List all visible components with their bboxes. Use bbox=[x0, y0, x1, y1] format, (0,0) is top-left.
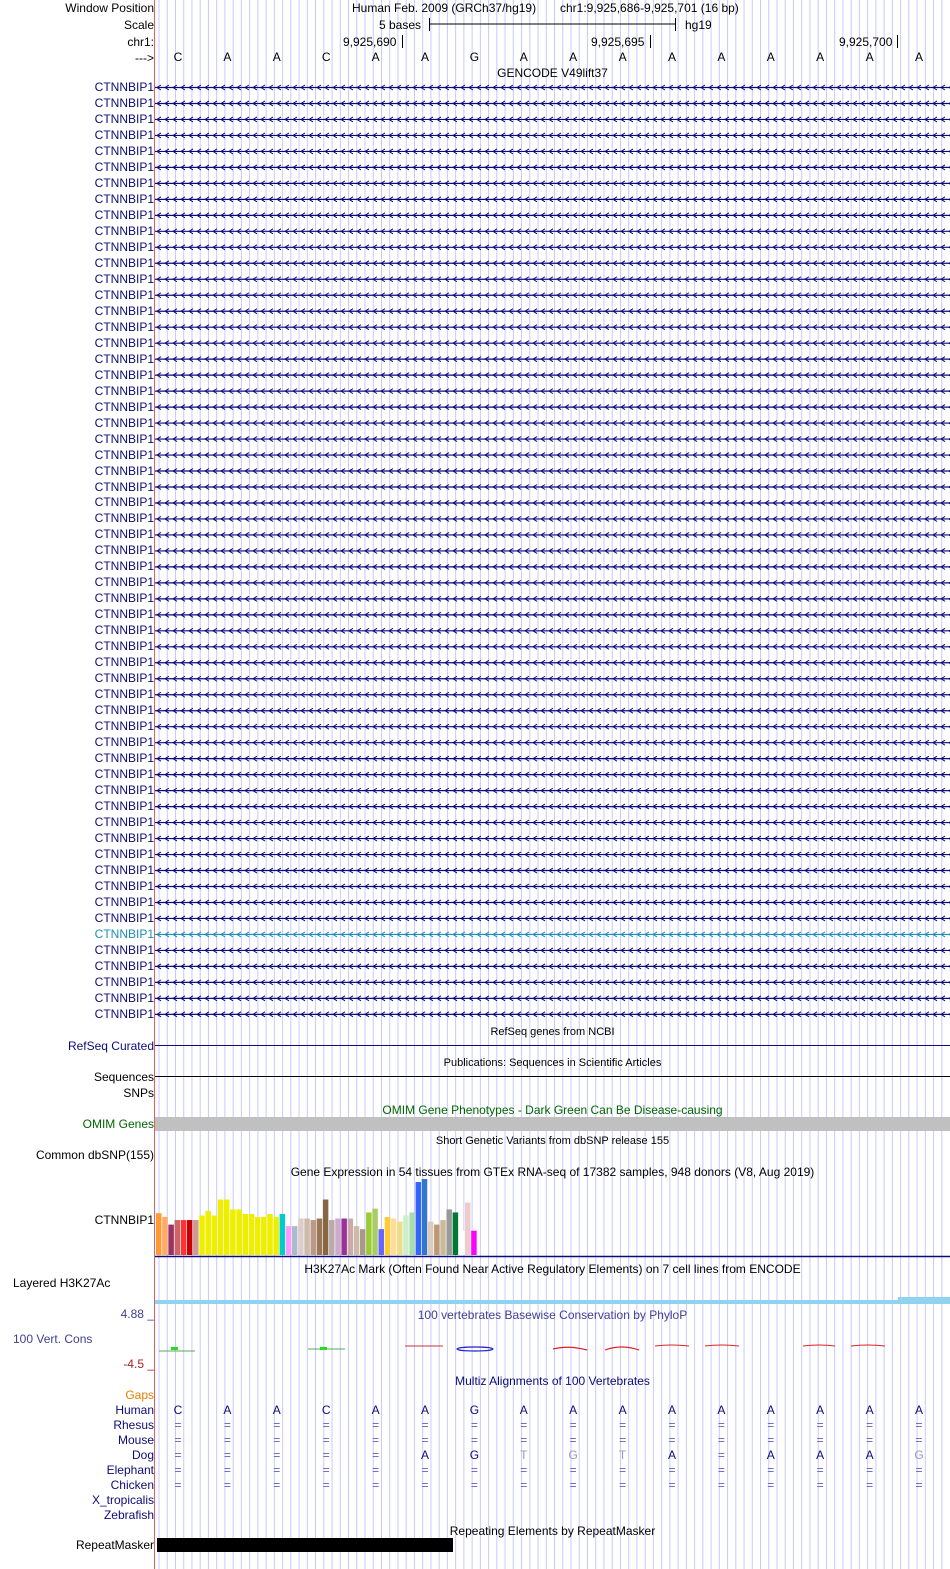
gencode-transcript-label[interactable]: CTNNBIP1 bbox=[94, 926, 154, 941]
gencode-transcript-label[interactable]: CTNNBIP1 bbox=[94, 703, 154, 718]
tick-label: 9,925,695 bbox=[591, 35, 645, 49]
base-letter: A bbox=[667, 50, 676, 64]
gencode-transcript-label[interactable]: CTNNBIP1 bbox=[94, 111, 154, 126]
multiz-species-label[interactable]: Zebrafish bbox=[103, 1508, 154, 1522]
gencode-transcript-label[interactable]: CTNNBIP1 bbox=[94, 479, 154, 494]
gencode-transcript-label[interactable]: CTNNBIP1 bbox=[94, 223, 154, 238]
track-data-area bbox=[155, 0, 950, 1569]
gencode-transcript-label[interactable]: CTNNBIP1 bbox=[94, 543, 154, 558]
repeatmasker-label[interactable]: RepeatMasker bbox=[75, 1538, 154, 1552]
base-letter: A bbox=[371, 50, 380, 64]
track-label-column bbox=[0, 0, 154, 1569]
gencode-transcript-label[interactable]: CTNNBIP1 bbox=[94, 335, 154, 350]
gencode-transcript-label[interactable]: CTNNBIP1 bbox=[94, 463, 154, 478]
multiz-species-label[interactable]: Mouse bbox=[117, 1433, 154, 1447]
base-letter: A bbox=[420, 50, 429, 64]
gencode-transcript-label[interactable]: CTNNBIP1 bbox=[94, 655, 154, 670]
gaps-label: Gaps bbox=[125, 1388, 154, 1402]
gencode-transcript-label[interactable]: CTNNBIP1 bbox=[94, 623, 154, 638]
position-readout: chr1:9,925,686-9,925,701 (16 bp) bbox=[560, 1, 739, 15]
gencode-transcript-label[interactable]: CTNNBIP1 bbox=[94, 127, 154, 142]
gencode-transcript-label[interactable]: CTNNBIP1 bbox=[94, 1006, 154, 1021]
gencode-transcript-label[interactable]: CTNNBIP1 bbox=[94, 751, 154, 766]
gencode-transcript-label[interactable]: CTNNBIP1 bbox=[94, 974, 154, 989]
base-letter: A bbox=[865, 50, 874, 64]
h3k27ac-label[interactable]: Layered H3K27Ac bbox=[13, 1276, 111, 1290]
gencode-transcript-label[interactable]: CTNNBIP1 bbox=[94, 175, 154, 190]
gencode-transcript-label[interactable]: CTNNBIP1 bbox=[94, 719, 154, 734]
gencode-transcript-label[interactable]: CTNNBIP1 bbox=[94, 591, 154, 606]
gencode-transcript-label[interactable]: CTNNBIP1 bbox=[94, 559, 154, 574]
base-letter: A bbox=[816, 50, 825, 64]
gencode-transcript-label[interactable]: CTNNBIP1 bbox=[94, 735, 154, 750]
gencode-transcript-label[interactable]: CTNNBIP1 bbox=[94, 910, 154, 925]
scale-label: Scale bbox=[123, 18, 154, 32]
tick-label: 9,925,700 bbox=[839, 35, 893, 49]
gtex-gene-label[interactable]: CTNNBIP1 bbox=[94, 1213, 154, 1227]
strand-arrow-label[interactable]: ---> bbox=[135, 51, 154, 65]
base-letter: A bbox=[766, 50, 775, 64]
gencode-transcript-label[interactable]: CTNNBIP1 bbox=[94, 767, 154, 782]
gencode-transcript-label[interactable]: CTNNBIP1 bbox=[94, 879, 154, 893]
base-letter: A bbox=[223, 50, 232, 64]
multiz-species-label[interactable]: Rhesus bbox=[113, 1418, 154, 1432]
window-position-label: Window Position bbox=[65, 1, 154, 15]
gencode-transcript-label[interactable]: CTNNBIP1 bbox=[94, 159, 154, 174]
base-letter: G bbox=[469, 50, 480, 64]
gencode-transcript-label[interactable]: CTNNBIP1 bbox=[94, 783, 154, 798]
gencode-transcript-label[interactable]: CTNNBIP1 bbox=[94, 511, 154, 526]
gencode-transcript-label[interactable]: CTNNBIP1 bbox=[94, 303, 154, 318]
gencode-transcript-label[interactable]: CTNNBIP1 bbox=[94, 191, 154, 206]
gencode-transcript-label[interactable]: CTNNBIP1 bbox=[94, 958, 154, 973]
gencode-transcript-label[interactable]: CTNNBIP1 bbox=[94, 80, 154, 94]
base-letter: C bbox=[173, 50, 183, 64]
assembly-title: Human Feb. 2009 (GRCh37/hg19) bbox=[352, 1, 537, 15]
gencode-transcript-label[interactable]: CTNNBIP1 bbox=[94, 95, 154, 110]
tick-label: 9,925,690 bbox=[343, 35, 397, 49]
base-letter: A bbox=[272, 50, 281, 64]
sequences-label[interactable]: Sequences bbox=[93, 1070, 154, 1084]
gencode-transcript-label[interactable]: CTNNBIP1 bbox=[94, 431, 154, 446]
db-label: hg19 bbox=[685, 18, 712, 32]
gencode-transcript-label[interactable]: CTNNBIP1 bbox=[94, 799, 154, 814]
gencode-title: GENCODE V49lift37 bbox=[497, 66, 608, 80]
base-letter: A bbox=[618, 50, 627, 64]
base-letter: A bbox=[569, 50, 578, 64]
gencode-transcript-label[interactable]: CTNNBIP1 bbox=[94, 383, 154, 398]
gencode-transcript-label[interactable]: CTNNBIP1 bbox=[94, 239, 154, 254]
gencode-transcript-label[interactable]: CTNNBIP1 bbox=[94, 575, 154, 590]
multiz-species-label[interactable]: Dog bbox=[131, 1448, 154, 1462]
multiz-species-label[interactable]: Human bbox=[115, 1403, 154, 1417]
gencode-transcript-label[interactable]: CTNNBIP1 bbox=[94, 495, 154, 510]
scale-text: 5 bases bbox=[379, 18, 422, 32]
gencode-transcript-label[interactable]: CTNNBIP1 bbox=[94, 351, 154, 366]
gencode-transcript-label[interactable]: CTNNBIP1 bbox=[94, 415, 154, 430]
gencode-transcript-label[interactable]: CTNNBIP1 bbox=[94, 990, 154, 1005]
base-letter: A bbox=[717, 50, 726, 64]
gencode-transcript-label[interactable]: CTNNBIP1 bbox=[94, 894, 154, 909]
gencode-transcript-label[interactable]: CTNNBIP1 bbox=[94, 319, 154, 334]
gencode-transcript-label[interactable]: CTNNBIP1 bbox=[94, 639, 154, 654]
multiz-species-label[interactable]: Chicken bbox=[110, 1478, 154, 1492]
refseq-label[interactable]: RefSeq Curated bbox=[67, 1039, 154, 1053]
gencode-transcript-label[interactable]: CTNNBIP1 bbox=[94, 847, 154, 862]
gencode-transcript-label[interactable]: CTNNBIP1 bbox=[94, 942, 154, 957]
gencode-transcript-label[interactable]: CTNNBIP1 bbox=[94, 831, 154, 846]
gencode-transcript-label[interactable]: CTNNBIP1 bbox=[94, 255, 154, 270]
gencode-transcript-label[interactable]: CTNNBIP1 bbox=[94, 863, 154, 878]
chr-label: chr1: bbox=[127, 35, 154, 49]
cons-track-label[interactable]: 100 Vert. Cons bbox=[13, 1332, 93, 1346]
gencode-transcript-label[interactable]: CTNNBIP1 bbox=[94, 399, 154, 414]
gencode-transcript-label[interactable]: CTNNBIP1 bbox=[94, 271, 154, 286]
gencode-transcript-label[interactable]: CTNNBIP1 bbox=[94, 671, 154, 686]
multiz-species-label[interactable]: Elephant bbox=[106, 1463, 154, 1477]
gencode-transcript-label[interactable]: CTNNBIP1 bbox=[94, 527, 154, 542]
cons-max-label: 4.88 _ bbox=[120, 1307, 154, 1321]
gencode-transcript-label[interactable]: CTNNBIP1 bbox=[94, 607, 154, 622]
multiz-species-label[interactable]: X_tropicalis bbox=[91, 1493, 154, 1507]
base-letter: A bbox=[519, 50, 528, 64]
base-letter: A bbox=[914, 50, 923, 64]
common-dbsnp-label[interactable]: Common dbSNP(155) bbox=[35, 1148, 154, 1162]
gencode-transcript-label[interactable]: CTNNBIP1 bbox=[94, 815, 154, 830]
gencode-transcript-label[interactable]: CTNNBIP1 bbox=[94, 447, 154, 462]
gencode-transcript-label[interactable]: CTNNBIP1 bbox=[94, 687, 154, 702]
cons-min-label: -4.5 _ bbox=[123, 1357, 154, 1371]
gencode-transcript-label[interactable]: CTNNBIP1 bbox=[94, 367, 154, 382]
gencode-transcript-label[interactable]: CTNNBIP1 bbox=[94, 143, 154, 158]
snps-label[interactable]: SNPs bbox=[123, 1086, 154, 1100]
gencode-transcript-label[interactable]: CTNNBIP1 bbox=[94, 207, 154, 222]
omim-label[interactable]: OMIM Genes bbox=[82, 1117, 154, 1131]
gencode-transcript-label[interactable]: CTNNBIP1 bbox=[94, 287, 154, 302]
base-letter: C bbox=[321, 50, 331, 64]
